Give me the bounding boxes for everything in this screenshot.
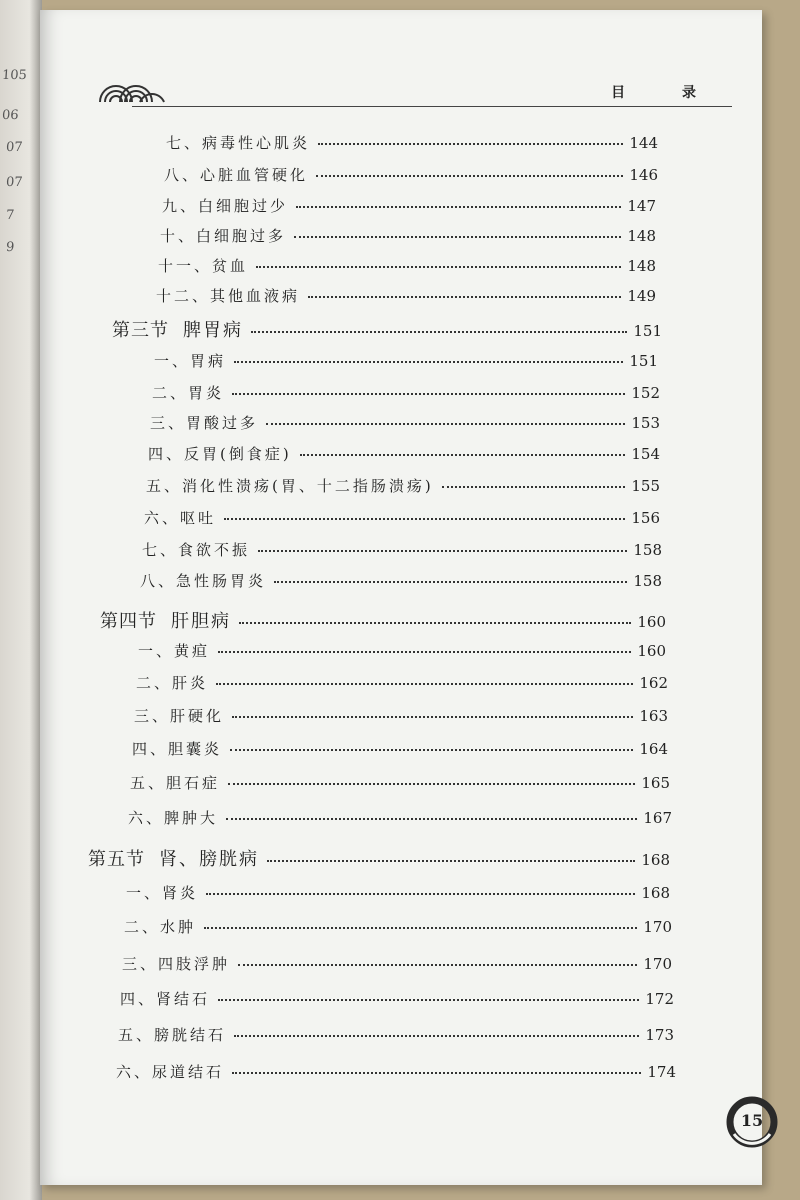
toc-page-number: 158 <box>633 572 662 590</box>
toc-entry-label: 八、心脏血管硬化 <box>164 166 309 184</box>
toc-page-number: 148 <box>627 227 656 245</box>
toc-page-number: 162 <box>639 674 668 692</box>
toc-entry-label: 一、胃病 <box>154 352 227 370</box>
toc-subsection-entry <box>158 255 656 276</box>
toc-subsection-entry <box>164 164 658 185</box>
toc-entry-label: 五、胆石症 <box>130 774 221 792</box>
toc-subsection-entry <box>118 1024 674 1045</box>
toc-page-number: 172 <box>645 990 674 1008</box>
toc-subsection-entry <box>126 882 670 903</box>
dot-leader <box>442 486 626 488</box>
toc-section-title: 肾、膀胱病 <box>159 849 259 870</box>
dot-leader <box>256 266 621 268</box>
toc-section-label <box>112 316 243 342</box>
dot-leader <box>308 296 621 298</box>
toc-page-number: 164 <box>639 740 668 758</box>
facing-page-number: 06 <box>1 108 20 123</box>
header-rule <box>132 106 732 107</box>
toc-section-title: 脾胃病 <box>183 320 243 341</box>
toc-subsection-entry <box>166 132 658 153</box>
toc-subsection-entry <box>128 807 672 828</box>
dot-leader <box>232 393 625 395</box>
header-title: 目 录 <box>611 85 722 101</box>
toc-entry-label: 十二、其他血液病 <box>156 287 301 305</box>
dot-leader <box>239 622 631 624</box>
toc-entry-label: 十、白细胞过多 <box>160 227 287 245</box>
toc-entry-label: 五、消化性溃疡(胃、十二指肠溃疡) <box>146 477 434 495</box>
toc-section-number: 第五节 <box>88 849 145 870</box>
toc-subsection-entry <box>120 988 674 1009</box>
dot-leader <box>266 423 625 425</box>
toc-section-title: 肝胆病 <box>171 611 231 632</box>
toc-page-number: 173 <box>645 1026 674 1044</box>
facing-page-number: 07 <box>5 175 24 190</box>
wave-logo-icon <box>96 68 166 108</box>
dot-leader <box>224 518 625 520</box>
toc-subsection-entry <box>150 412 660 433</box>
toc-page-number: 167 <box>643 809 672 827</box>
dot-leader <box>251 331 627 333</box>
toc-page-number: 144 <box>629 134 658 152</box>
toc-page-number: 160 <box>637 642 666 660</box>
dot-leader <box>204 927 637 929</box>
toc-entry-label: 九、白细胞过少 <box>162 197 289 215</box>
toc-entry-label: 二、胃炎 <box>152 384 225 402</box>
dot-leader <box>218 999 639 1001</box>
dot-leader <box>216 683 633 685</box>
toc-entry-label: 六、呕吐 <box>144 509 217 527</box>
toc-section-number: 第三节 <box>112 320 169 341</box>
dot-leader <box>232 1072 641 1074</box>
dot-leader <box>267 860 635 862</box>
toc-section-label <box>88 845 259 871</box>
toc-entry-label: 一、肾炎 <box>126 884 199 902</box>
toc-subsection-entry <box>140 570 662 591</box>
toc-page-number: 153 <box>631 414 660 432</box>
toc-section-entry <box>100 607 666 633</box>
dot-leader <box>230 749 633 751</box>
toc-page-number: 154 <box>631 445 660 463</box>
dot-leader <box>318 143 623 145</box>
toc-subsection-entry <box>146 475 660 496</box>
toc-subsection-entry <box>148 443 660 464</box>
toc-entry-label: 七、食欲不振 <box>142 541 251 559</box>
toc-page-number: 158 <box>633 541 662 559</box>
toc-subsection-entry <box>144 507 660 528</box>
page-number: 15 <box>740 1111 764 1130</box>
toc-entry-label: 十一、贫血 <box>158 257 249 275</box>
toc-subsection-entry <box>142 539 662 560</box>
dot-leader <box>218 651 631 653</box>
facing-page-number: 105 <box>1 68 28 83</box>
toc-page-number: 156 <box>631 509 660 527</box>
toc-entry-label: 七、病毒性心肌炎 <box>166 134 311 152</box>
toc-entry-label: 四、反胃(倒食症) <box>148 445 292 463</box>
toc-subsection-entry <box>156 285 656 306</box>
toc-page-number: 168 <box>641 851 670 869</box>
book-page <box>40 10 762 1185</box>
toc-entry-label: 六、脾肿大 <box>128 809 219 827</box>
toc-subsection-entry <box>122 953 672 974</box>
toc-entry-label: 三、肝硬化 <box>134 707 225 725</box>
toc-subsection-entry <box>116 1061 676 1082</box>
toc-entry-label: 四、胆囊炎 <box>132 740 223 758</box>
toc-entry-label: 五、膀胱结石 <box>118 1026 227 1044</box>
toc-subsection-entry <box>154 350 658 371</box>
toc-page-number: 160 <box>637 613 666 631</box>
toc-entry-label: 三、胃酸过多 <box>150 414 259 432</box>
toc-subsection-entry <box>160 225 656 246</box>
toc-page-number: 174 <box>647 1063 676 1081</box>
toc-page-number: 147 <box>627 197 656 215</box>
dot-leader <box>316 175 623 177</box>
dot-leader <box>296 206 621 208</box>
toc-entry-label: 一、黄疸 <box>138 642 211 660</box>
toc-section-label <box>100 607 231 633</box>
toc-entry-label: 六、尿道结石 <box>116 1063 225 1081</box>
toc-page-number: 168 <box>641 884 670 902</box>
dot-leader <box>274 581 627 583</box>
dot-leader <box>294 236 621 238</box>
toc-subsection-entry <box>130 772 670 793</box>
toc-entry-label: 四、肾结石 <box>120 990 211 1008</box>
toc-section-entry <box>88 845 670 871</box>
toc-page-number: 151 <box>633 322 662 340</box>
dot-leader <box>232 716 633 718</box>
facing-page-number: 7 <box>5 208 15 223</box>
toc-page-number: 155 <box>631 477 660 495</box>
toc-page-number: 151 <box>629 352 658 370</box>
toc-page-number: 148 <box>627 257 656 275</box>
dot-leader <box>228 783 635 785</box>
toc-entry-label: 八、急性肠胃炎 <box>140 572 267 590</box>
dot-leader <box>234 1035 639 1037</box>
toc-entry-label: 二、水肿 <box>124 918 197 936</box>
toc-page-number: 170 <box>643 918 672 936</box>
toc-subsection-entry <box>132 738 668 759</box>
dot-leader <box>238 964 637 966</box>
facing-page-number: 07 <box>5 140 24 155</box>
toc-section-number: 第四节 <box>100 611 157 632</box>
toc-subsection-entry <box>162 195 656 216</box>
toc-entry-label: 三、四肢浮肿 <box>122 955 231 973</box>
toc-subsection-entry <box>124 916 672 937</box>
toc-subsection-entry <box>136 672 668 693</box>
toc-page-number: 170 <box>643 955 672 973</box>
dot-leader <box>300 454 626 456</box>
dot-leader <box>206 893 635 895</box>
toc-page-number: 163 <box>639 707 668 725</box>
toc-page-number: 152 <box>631 384 660 402</box>
toc-subsection-entry <box>134 705 668 726</box>
toc-subsection-entry <box>152 382 660 403</box>
toc-page-number: 165 <box>641 774 670 792</box>
dot-leader <box>258 550 627 552</box>
toc-page-number: 149 <box>627 287 656 305</box>
facing-page-number: 9 <box>5 240 15 255</box>
dot-leader <box>234 361 623 363</box>
toc-section-entry <box>112 316 662 342</box>
toc-subsection-entry <box>138 640 666 661</box>
toc-entry-label: 二、肝炎 <box>136 674 209 692</box>
toc-page-number: 146 <box>629 166 658 184</box>
dot-leader <box>226 818 637 820</box>
